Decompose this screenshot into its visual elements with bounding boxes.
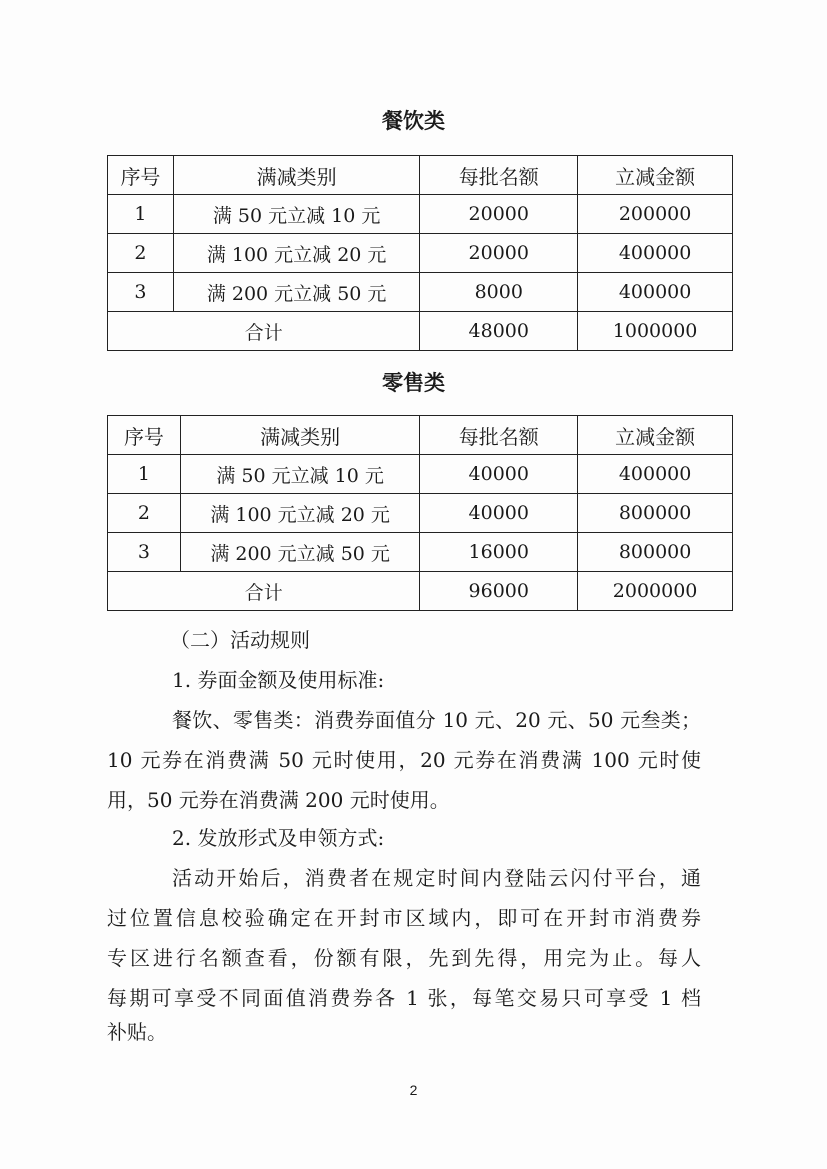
table-row	[108, 494, 733, 533]
cell: 8000	[420, 273, 578, 312]
section-heading: （二）活动规则	[170, 628, 310, 652]
header-cell: 满减类别	[180, 416, 420, 455]
total-row	[108, 572, 733, 611]
paragraph-line: 活动开始后，消费者在规定时间内登陆云闪付平台，通	[172, 866, 701, 890]
cell: 800000	[578, 533, 733, 572]
table-header-row	[108, 416, 733, 455]
header-cell: 立减金额	[578, 156, 733, 195]
header-cell: 序号	[108, 156, 174, 195]
paragraph-line: 10 元券在消费满 50 元时使用，20 元券在消费满 100 元时使	[107, 748, 701, 772]
page-number: 2	[409, 1082, 418, 1098]
cell: 400000	[578, 455, 733, 494]
cell: 40000	[420, 494, 578, 533]
total-quota: 96000	[420, 572, 578, 611]
subheading-1: 1. 券面金额及使用标准:	[172, 668, 385, 692]
total-label: 合计	[108, 312, 420, 351]
table-row	[108, 533, 733, 572]
cell: 200000	[578, 195, 733, 234]
paragraph-line: 餐饮、零售类：消费券面值分 10 元、20 元、50 元叁类；	[172, 708, 701, 732]
table-row	[108, 234, 733, 273]
cell: 800000	[578, 494, 733, 533]
cell: 满 200 元立减 50 元	[173, 273, 420, 312]
header-cell: 序号	[108, 416, 181, 455]
cell: 满 50 元立减 10 元	[173, 195, 420, 234]
header-cell: 满减类别	[173, 156, 420, 195]
cell: 满 100 元立减 20 元	[173, 234, 420, 273]
subheading-2: 2. 发放形式及申领方式:	[172, 826, 385, 850]
table-title-retail: 零售类	[382, 370, 445, 395]
paragraph-line: 专区进行名额查看，份额有限，先到先得，用完为止。每人	[107, 946, 701, 970]
header-cell: 每批名额	[420, 416, 578, 455]
catering-table	[107, 155, 733, 351]
retail-table	[107, 415, 733, 611]
cell: 满 50 元立减 10 元	[180, 455, 420, 494]
total-quota: 48000	[420, 312, 578, 351]
paragraph-line: 补贴。	[107, 1020, 167, 1044]
total-amount: 1000000	[578, 312, 733, 351]
header-cell: 每批名额	[420, 156, 578, 195]
table-row	[108, 273, 733, 312]
cell: 16000	[420, 533, 578, 572]
table-header-row	[108, 156, 733, 195]
total-label: 合计	[108, 572, 420, 611]
table-row	[108, 455, 733, 494]
table-row	[108, 195, 733, 234]
cell: 20000	[420, 195, 578, 234]
cell: 1	[108, 195, 174, 234]
cell: 2	[108, 494, 181, 533]
cell: 400000	[578, 273, 733, 312]
total-row	[108, 312, 733, 351]
cell: 40000	[420, 455, 578, 494]
cell: 3	[108, 533, 181, 572]
paragraph-line: 用，50 元券在消费满 200 元时使用。	[107, 788, 450, 812]
cell: 20000	[420, 234, 578, 273]
cell: 1	[108, 455, 181, 494]
paragraph-line: 过位置信息校验确定在开封市区域内，即可在开封市消费券	[107, 906, 701, 930]
cell: 400000	[578, 234, 733, 273]
table-title-catering: 餐饮类	[382, 108, 445, 133]
cell: 满 100 元立减 20 元	[180, 494, 420, 533]
cell: 2	[108, 234, 174, 273]
header-cell: 立减金额	[578, 416, 733, 455]
total-amount: 2000000	[578, 572, 733, 611]
cell: 3	[108, 273, 174, 312]
cell: 满 200 元立减 50 元	[180, 533, 420, 572]
paragraph-line: 每期可享受不同面值消费券各 1 张，每笔交易只可享受 1 档	[107, 986, 701, 1010]
